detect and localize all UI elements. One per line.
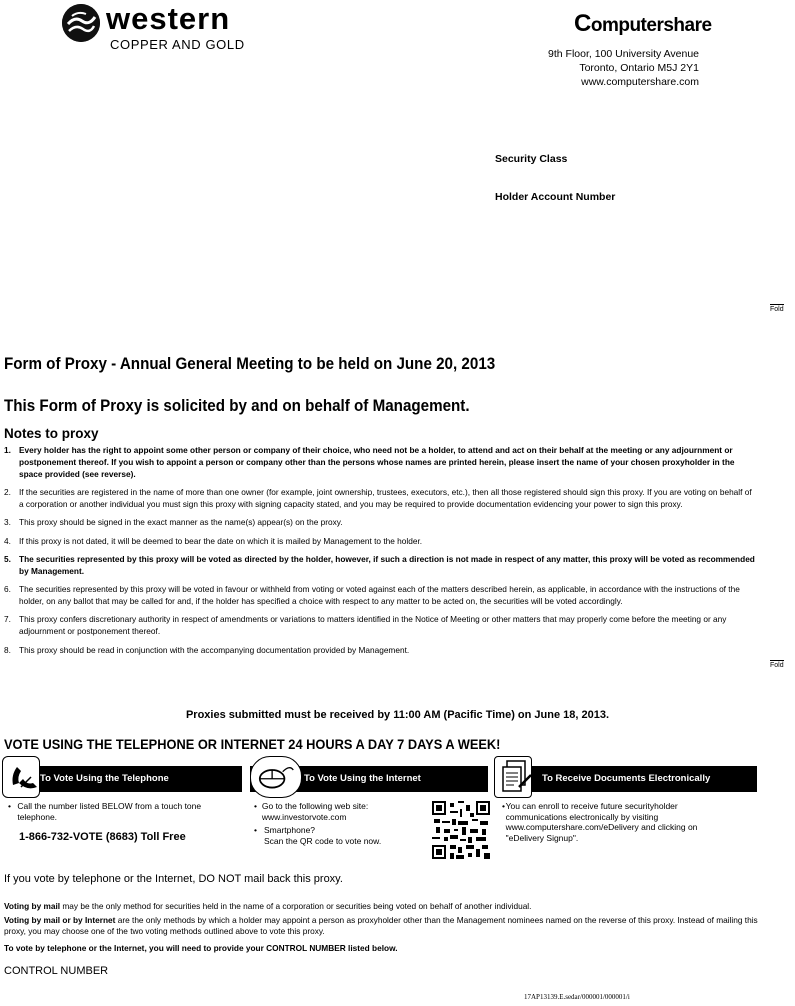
- internet-bullet: • Go to the following web site: www.investorvote.com: [254, 801, 369, 822]
- internet-instructions: [254, 801, 414, 846]
- western-copper-logo-icon: [62, 4, 100, 42]
- fold-mark: [770, 660, 784, 670]
- note-item: 5. The securities represented by this proxy will be voted as directed by the holder, however, if such a direction is not made in respect of any matter, this proxy will be voted as recommended by Management.: [4, 553, 755, 576]
- computer-mouse-icon: [250, 756, 302, 798]
- solicitation-statement: This Form of Proxy is solicited by and on behalf of Management.: [4, 397, 470, 415]
- smartphone-bullet: • Smartphone? Scan the QR code to vote now.: [254, 825, 382, 846]
- notes-heading: Notes to proxy: [4, 426, 99, 441]
- form-title: Form of Proxy - Annual General Meeting to be held on June 20, 2013: [4, 355, 496, 373]
- agent-address: [548, 47, 699, 89]
- mail-internet-note: Voting by mail or by Internet are the only methods by which a holder may appoint a person as proxyholder other than the Management nominees named on the reverse of this proxy. Instead of mailing this proxy, you may choose one of the two voting methods outlined above to vote this proxy.: [4, 915, 758, 936]
- notes-list: [4, 445, 756, 663]
- issuer-logo-name: western: [106, 1, 231, 36]
- electronic-bullet: • You can enroll to receive future securityholder communications electronically by visiting www.computershare.com/eDelivery and clicking on "eDelivery Signup".: [502, 801, 698, 843]
- note-item: 6. The securities represented by this proxy will be voted in favour or withheld from voting or voted against each of the matters described herein, as applicable, in accordance with the instructions of the holder, on any ballot that may be called for and, if the holder has specified a choice with respect to any matter to be acted on, the securities will be voted accordingly.: [4, 584, 740, 606]
- note-item: 4. If this proxy is not dated, it will be deemed to bear the date on which it is mailed by Management to the holder.: [4, 535, 423, 546]
- mail-voting-note: Voting by mail may be the only method for securities held in the name of a corporation or securities being voted on behalf of another individual.: [4, 901, 532, 911]
- fold-label: Fold: [770, 306, 784, 313]
- computershare-logo: [574, 10, 712, 38]
- issuer-logo-subtitle: COPPER AND GOLD: [110, 37, 245, 52]
- note-item: 1. Every holder has the right to appoint some other person or company of their choice, who need not be a holder, to attend and act on their behalf at the meeting or any adjournment or postponement thereof. If you wish to appoint a person or company other than the persons whose names are printed herein, please insert the name of your chosen proxyholder in the space provided (see reverse).: [4, 445, 735, 479]
- telephone-bullet: • Call the number listed BELOW from a touch tone telephone.: [8, 801, 202, 822]
- internet-vote-title: To Vote Using the Internet: [304, 773, 421, 784]
- note-item: 2. If the securities are registered in the name of more than one owner (for example, joint ownership, trustees, executors, etc.), then all those registered should sign this proxy. If you are voting on behalf of a corporation or another individual you must sign this proxy with signing capacity stated, and you may be required to provide documentation evidencing your power to sign this proxy.: [4, 486, 752, 509]
- address-line: 9th Floor, 100 University Avenue: [548, 48, 699, 60]
- electronic-delivery-instructions: [502, 801, 720, 843]
- vote-heading: VOTE USING THE TELEPHONE OR INTERNET 24 HOURS A DAY 7 DAYS A WEEK!: [4, 737, 501, 752]
- note-item: 3. This proxy should be signed in the exact manner as the name(s) appear(s) on the proxy.: [4, 517, 343, 528]
- control-number-label: CONTROL NUMBER: [4, 965, 109, 977]
- control-number-instruction: To vote by telephone or the Internet, you will need to provide your CONTROL NUMBER listed below.: [4, 943, 398, 953]
- telephone-instructions: [8, 801, 228, 822]
- note-item: 7. This proxy confers discretionary authority in respect of amendments or variations to matters identified in the Notice of Meeting or other matters that may properly come before the meeting or any adjournment or postponement thereof.: [4, 614, 727, 637]
- address-line: Toronto, Ontario M5J 2Y1: [579, 62, 699, 74]
- computershare-logo-text: omputershare: [590, 15, 712, 36]
- fold-label: Fold: [770, 662, 784, 669]
- electronic-delivery-title: To Receive Documents Electronically: [542, 773, 711, 784]
- documents-icon: [494, 756, 532, 798]
- note-item: 8. This proxy should be read in conjunction with the accompanying documentation provided by Management.: [4, 644, 410, 655]
- computershare-logo-letter: C: [574, 10, 591, 37]
- no-mail-notice: If you vote by telephone or the Internet, DO NOT mail back this proxy.: [4, 873, 343, 885]
- telephone-number[interactable]: 1-866-732-VOTE (8683) Toll Free: [19, 831, 186, 843]
- security-class-label: Security Class: [495, 153, 568, 165]
- holder-account-label: Holder Account Number: [495, 191, 616, 203]
- address-website: www.computershare.com: [581, 76, 699, 88]
- proxy-deadline: Proxies submitted must be received by 11:00 AM (Pacific Time) on June 18, 2013.: [185, 709, 610, 721]
- qr-code-icon[interactable]: [432, 801, 490, 859]
- telephone-vote-title: To Vote Using the Telephone: [40, 773, 169, 784]
- telephone-icon: [2, 756, 40, 798]
- fold-mark: [770, 304, 784, 314]
- document-footer-code: 17AP13139.E.sedar/000001/000001/i: [524, 993, 630, 1001]
